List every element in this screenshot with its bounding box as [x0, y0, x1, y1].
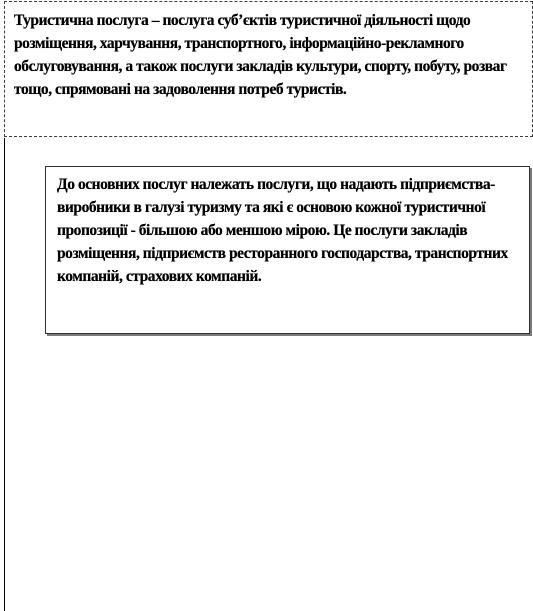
- main-services-lead: До: [57, 176, 78, 193]
- definition-paragraph: [14, 9, 529, 101]
- definition-box: [4, 1, 533, 137]
- definition-text: – послуга суб’єктів туристичної діяльності щодо розміщення, харчування, транспортного, інформаційно-рекламного обслуговування, а також послуги закладів культури, спорту, побуту, розваг тощо, спрямовані на задоволення потреб туристів.: [14, 12, 507, 98]
- main-services-term: основних послуг: [77, 176, 188, 193]
- main-services-text: належать послуги, що надають підприємства-виробники в галузі туризму та які є основою кожної туристичної пропозиції - більшою або меншою мірою. Це послуги закладів розміщення, підприємств ресторанного господарства, транспортних компаній, страхових компаній.: [57, 176, 508, 285]
- page-frame-line: [4, 138, 5, 611]
- definition-term: Туристична послуга: [14, 12, 149, 29]
- main-services-paragraph: [57, 173, 525, 288]
- main-services-box: [45, 166, 530, 334]
